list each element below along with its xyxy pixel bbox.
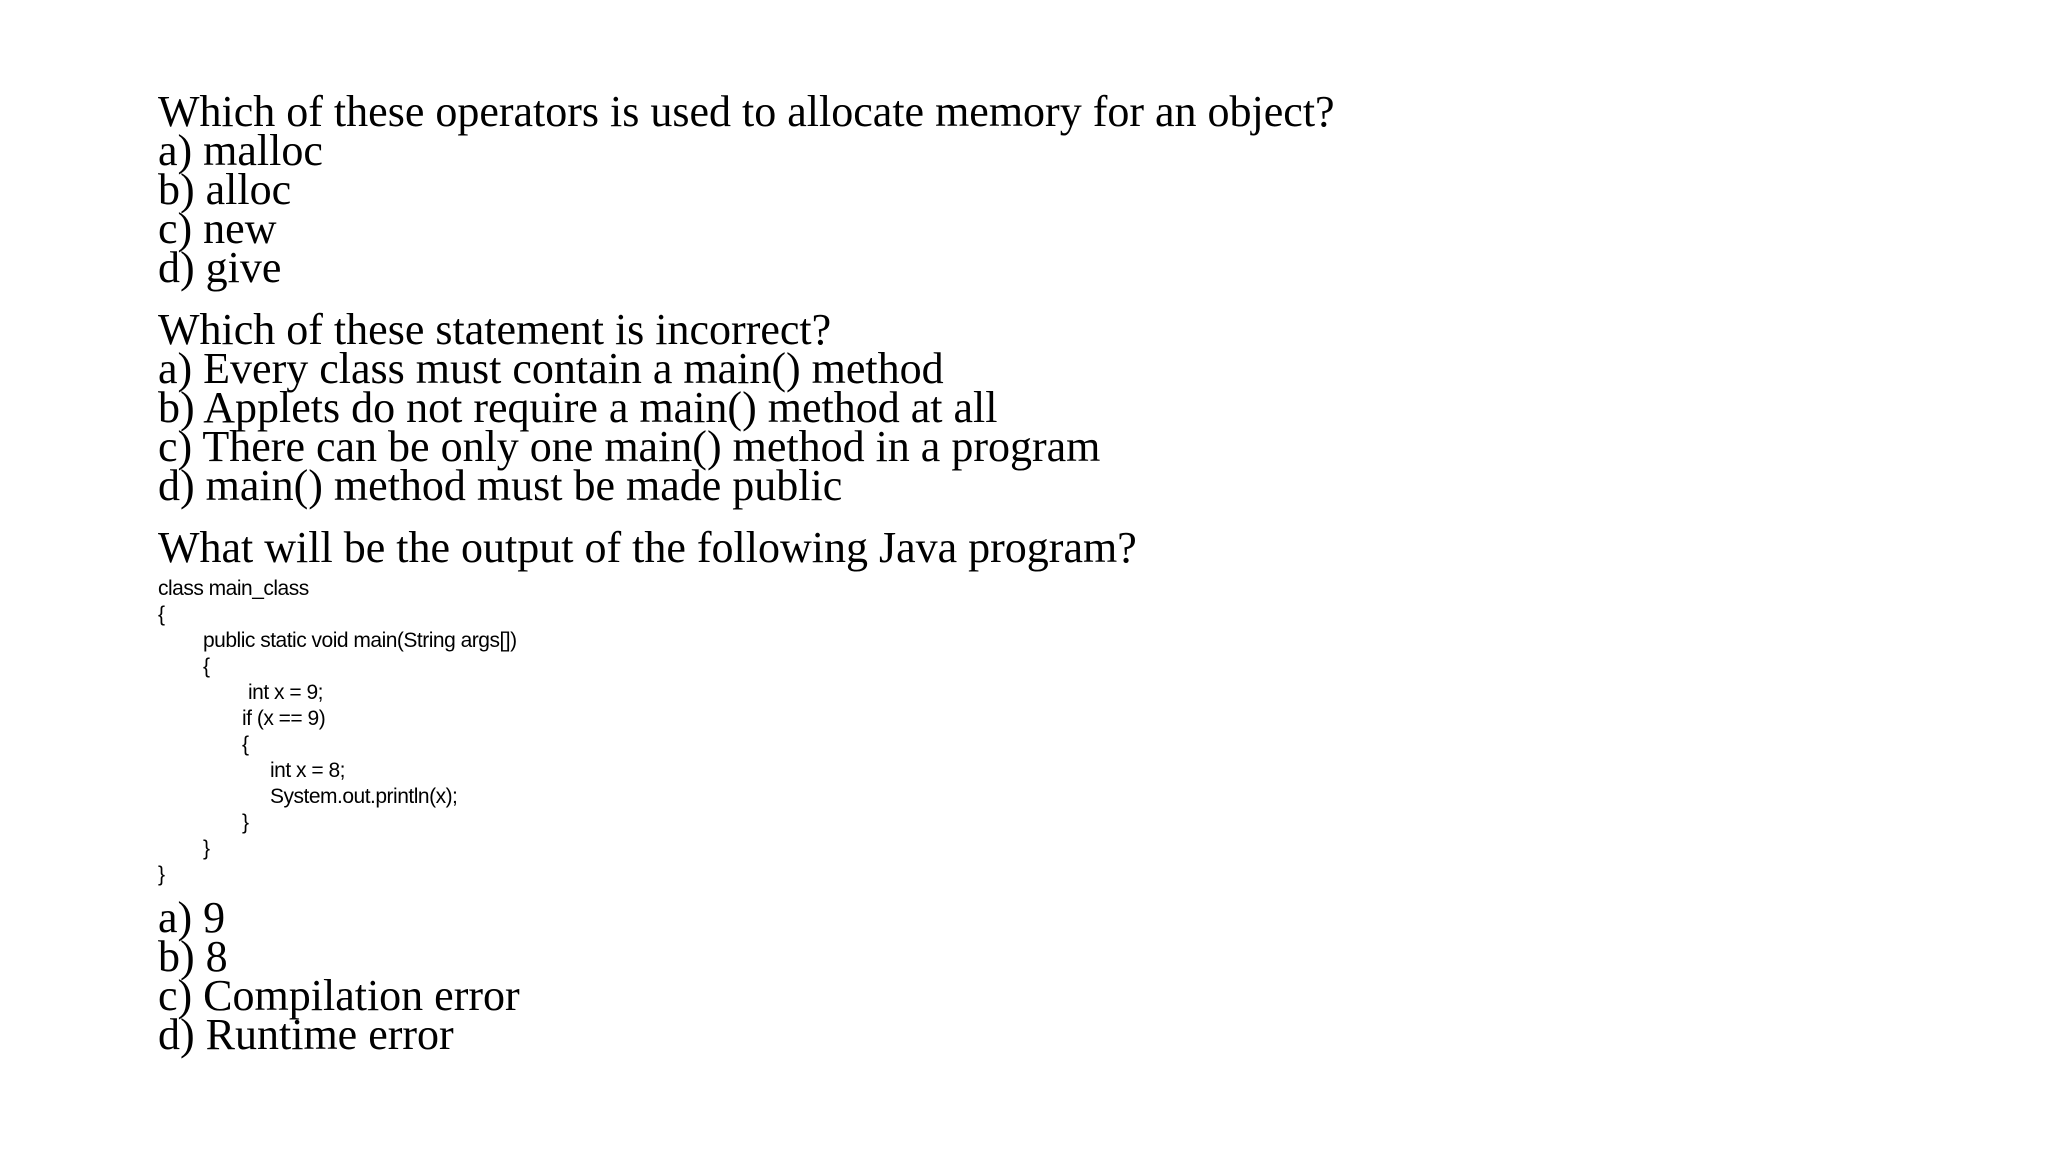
code-line: System.out.println(x); [270,785,458,808]
question-1-prompt: Which of these operators is used to allocate memory for an object? [158,87,1335,136]
code-line: { [203,655,210,678]
code-line: { [242,733,249,756]
question-1-option-d: d) give [158,243,282,292]
question-2-option-b: b) Applets do not require a main() method at all [158,383,998,432]
question-2-option-a: a) Every class must contain a main() method [158,344,944,393]
code-line: int x = 8; [270,759,345,782]
question-3-option-b: b) 8 [158,932,228,981]
question-3-option-a: a) 9 [158,893,226,942]
question-3-prompt: What will be the output of the following Java program? [158,523,1137,572]
question-1-option-c: c) new [158,204,277,253]
code-line: if (x == 9) [242,707,326,730]
code-line: } [158,863,165,886]
question-2-option-c: c) There can be only one main() method in a program [158,422,1101,471]
code-line: class main_class [158,577,309,600]
question-3-options [158,893,520,1132]
code-line: int x = 9; [248,681,323,704]
code-line: { [158,603,165,626]
question-3-option-d: d) Runtime error [158,1010,454,1059]
code-line: } [203,837,210,860]
question-1-option-b: b) alloc [158,165,292,214]
question-3-option-c: c) Compilation error [158,971,520,1020]
code-line: public static void main(String args[]) [203,629,517,652]
question-2-prompt: Which of these statement is incorrect? [158,305,832,354]
question-1-option-a: a) malloc [158,126,323,175]
question-2-option-d: d) main() method must be made public [158,461,843,510]
code-line: } [242,811,249,834]
